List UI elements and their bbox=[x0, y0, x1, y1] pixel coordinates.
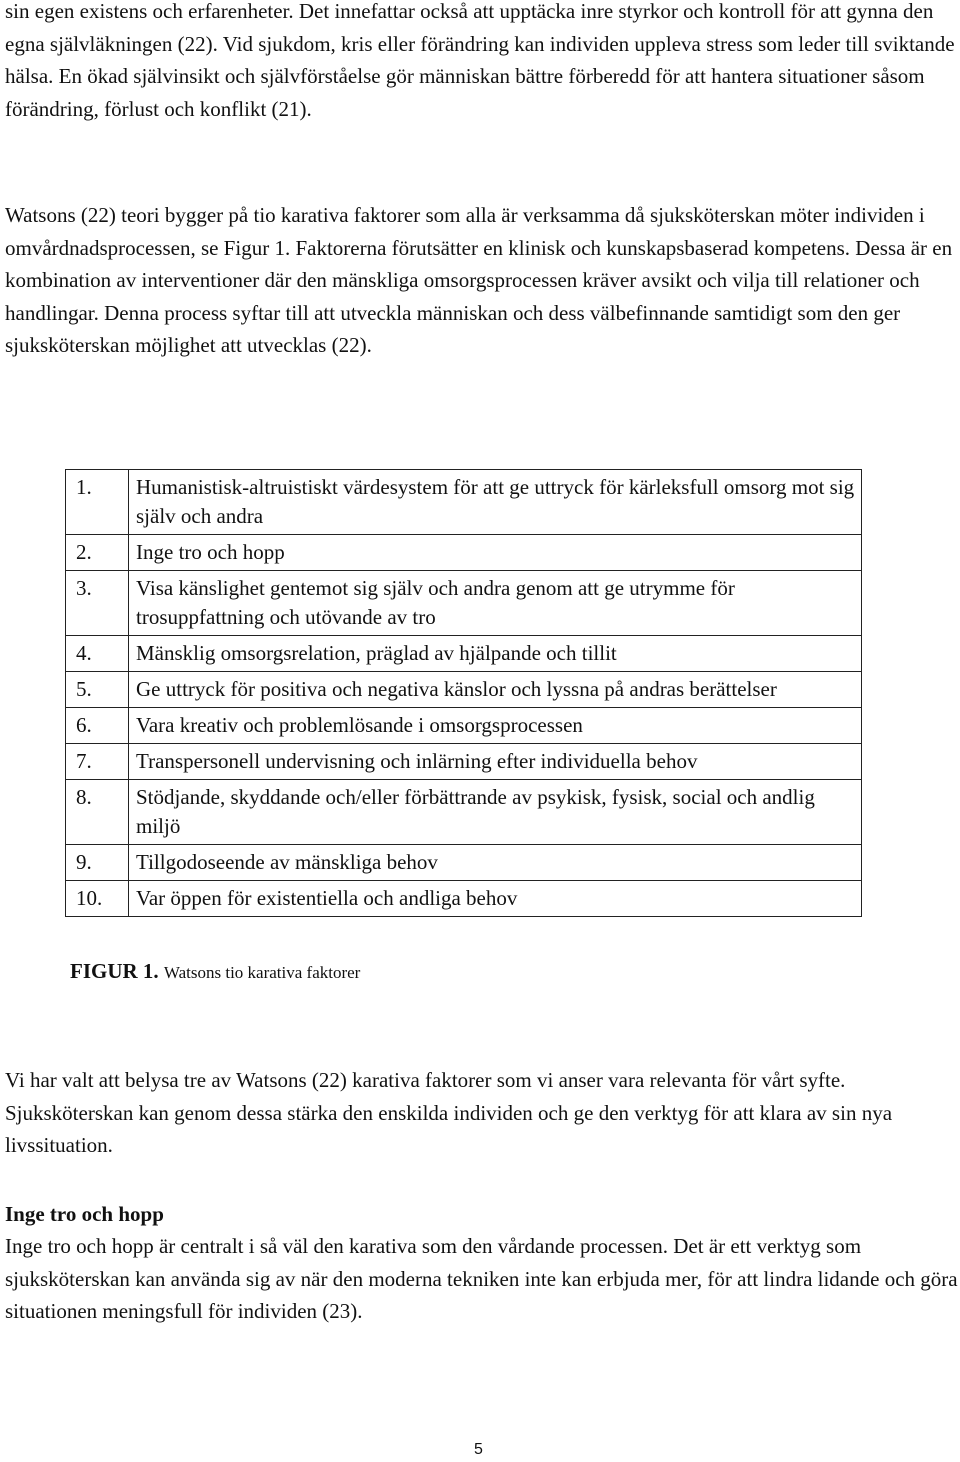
paragraph-self-insight: sin egen existens och erfarenheter. Det innefattar också att upptäcka inre styrkor och kontroll för att gynna den egna självläkningen (22). Vid sjukdom, kris eller förändring kan individen uppleva stress som leder till sviktande hälsa. En ökad självinsikt och självförståelse gör människan bättre förberedd för att hantera situationer såsom förändring, förlust och konflikt (21). bbox=[5, 0, 955, 121]
table-row bbox=[66, 845, 862, 881]
table-row bbox=[66, 708, 862, 744]
page-number: 5 bbox=[474, 1441, 483, 1458]
factor-text: Ge uttryck för positiva och negativa känslor och lyssna på andras berättelser bbox=[129, 672, 862, 708]
table-row bbox=[66, 535, 862, 571]
factor-text: Mänsklig omsorgsrelation, präglad av hjälpande och tillit bbox=[129, 636, 862, 672]
table-row bbox=[66, 470, 862, 535]
factor-text: Humanistisk-altruistiskt värdesystem för att ge uttryck för kärleksfull omsorg mot sig själv och andra bbox=[129, 470, 862, 535]
factor-number: 7. bbox=[66, 744, 129, 780]
factor-text: Transpersonell undervisning och inlärning efter individuella behov bbox=[129, 744, 862, 780]
table-row bbox=[66, 672, 862, 708]
figure-caption-text: Watsons tio karativa faktorer bbox=[163, 963, 361, 982]
factor-number: 3. bbox=[66, 571, 129, 636]
figure-caption bbox=[70, 956, 360, 988]
factor-number: 1. bbox=[66, 470, 129, 535]
section-heading: Inge tro och hopp bbox=[5, 1202, 164, 1226]
table-row bbox=[66, 780, 862, 845]
figure-caption-label: FIGUR 1. bbox=[70, 959, 159, 983]
figure-1-caritative-factors-table bbox=[65, 469, 862, 917]
factor-text: Stödjande, skyddande och/eller förbättrande av psykisk, fysisk, social och andlig miljö bbox=[129, 780, 862, 845]
factors-table-body bbox=[66, 470, 862, 917]
factor-number: 8. bbox=[66, 780, 129, 845]
factor-text: Tillgodoseende av mänskliga behov bbox=[129, 845, 862, 881]
paragraph-faith-and-hope: Inge tro och hopp är centralt i så väl den karativa som den vårdande processen. Det är ett verktyg som sjuksköterskan kan använda sig av när den moderna tekniken inte kan erbjuda mer, för att lindra lidande och göra situationen meningsfull för individen (23). bbox=[5, 1234, 958, 1324]
factor-number: 4. bbox=[66, 636, 129, 672]
paragraph-selected-factors: Vi har valt att belysa tre av Watsons (22) karativa faktorer som vi anser vara relevanta för vårt syfte. Sjuksköterskan kan genom dessa stärka den enskilda individen och ge den verktyg för att klara av sin nya livssituation. bbox=[5, 1068, 893, 1158]
factor-number: 5. bbox=[66, 672, 129, 708]
factor-text: Var öppen för existentiella och andliga behov bbox=[129, 881, 862, 917]
factor-number: 2. bbox=[66, 535, 129, 571]
factor-number: 6. bbox=[66, 708, 129, 744]
factor-text: Inge tro och hopp bbox=[129, 535, 862, 571]
table-row bbox=[66, 744, 862, 780]
table-row bbox=[66, 571, 862, 636]
factor-number: 9. bbox=[66, 845, 129, 881]
table-row bbox=[66, 636, 862, 672]
table-row bbox=[66, 881, 862, 917]
factor-text: Vara kreativ och problemlösande i omsorgsprocessen bbox=[129, 708, 862, 744]
factor-text: Visa känslighet gentemot sig själv och andra genom att ge utrymme för trosuppfattning och utövande av tro bbox=[129, 571, 862, 636]
paragraph-watson-theory: Watsons (22) teori bygger på tio karativa faktorer som alla är verksamma då sjuksköterskan möter individen i omvårdnadsprocessen, se Figur 1. Faktorerna förutsätter en klinisk och kunskapsbaserad kompetens. Dessa är en kombination av interventioner där den mänskliga omsorgsprocessen kräver avsikt och vilja till relationer och handlingar. Denna process syftar till att utveckla människan och dess välbefinnande samtidigt som den ger sjuksköterskan möjlighet att utvecklas (22). bbox=[5, 203, 953, 358]
factor-number: 10. bbox=[66, 881, 129, 917]
